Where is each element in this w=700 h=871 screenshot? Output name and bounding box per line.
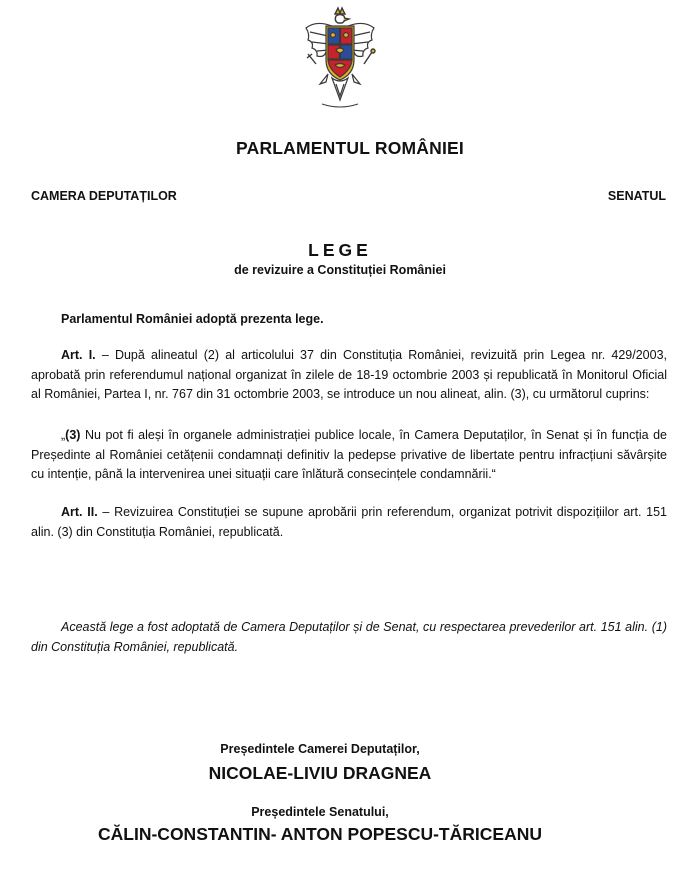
central-shield: [326, 26, 354, 80]
quote-open-mark: „: [61, 428, 66, 442]
senate-president-title: Președintele Senatului,: [251, 805, 389, 819]
chamber-president-title: Președintele Camerei Deputaților,: [220, 742, 420, 756]
law-subtitle: de revizuire a Constituției României: [234, 263, 446, 277]
quote-paragraph-label: (3): [65, 428, 81, 442]
parliament-heading: PARLAMENTUL ROMÂNIEI: [236, 138, 464, 158]
coat-base-line: [322, 104, 358, 107]
article-2-text: – Revizuirea Constituției se supune aprobării prin referendum, organizat potrivit dispozițiilor art. 151 alin. (3) din Constituția României, republicată.: [31, 505, 667, 539]
chamber-deputies-label: CAMERA DEPUTAȚILOR: [31, 189, 177, 203]
senate-president-name: CĂLIN-CONSTANTIN- ANTON POPESCU-TĂRICEANU: [98, 824, 542, 844]
article-1-quoted-paragraph: [31, 426, 667, 485]
chamber-president-name: NICOLAE-LIVIU DRAGNEA: [208, 763, 432, 783]
article-2: [31, 503, 667, 542]
article-1: [31, 346, 667, 405]
coat-of-arms-icon: [302, 4, 378, 112]
quote-text: Nu pot fi aleși în organele administrației publice locale, în Camera Deputaților, în Senat și în funcția de Președinte al României cetățenii condamnați definitiv la pedepse privative de libertate pentru infracțiuni săvârșite cu intenție, până la intervenirea unei situații care înlătură consecințele condamnării.“: [31, 428, 667, 481]
adoption-text: Parlamentul României adoptă prezenta lege.: [61, 312, 324, 326]
adoption-statement: [31, 310, 667, 330]
article-2-label: Art. II.: [61, 505, 98, 519]
article-1-text: – După alineatul (2) al articolului 37 din Constituția României, revizuită prin Legea nr. 429/2003, aprobată prin referendumul național organizat în zilele de 18-19 octombrie 2003 și republicată în Monitorul Oficial al României, Partea I, nr. 767 din 31 octombrie 2003, se introduce un nou alineat, alin. (3), cu următorul cuprins:: [31, 348, 668, 401]
adoption-note: [31, 618, 667, 657]
senate-label: SENATUL: [607, 189, 666, 203]
adoption-note-text: Această lege a fost adoptată de Camera Deputaților și de Senat, cu respectarea prevederilor art. 151 alin. (1) din Constituția României, republicată.: [31, 620, 667, 654]
law-title: LEGE: [308, 240, 372, 260]
eagle-head: [335, 8, 349, 23]
article-1-label: Art. I.: [61, 348, 96, 362]
